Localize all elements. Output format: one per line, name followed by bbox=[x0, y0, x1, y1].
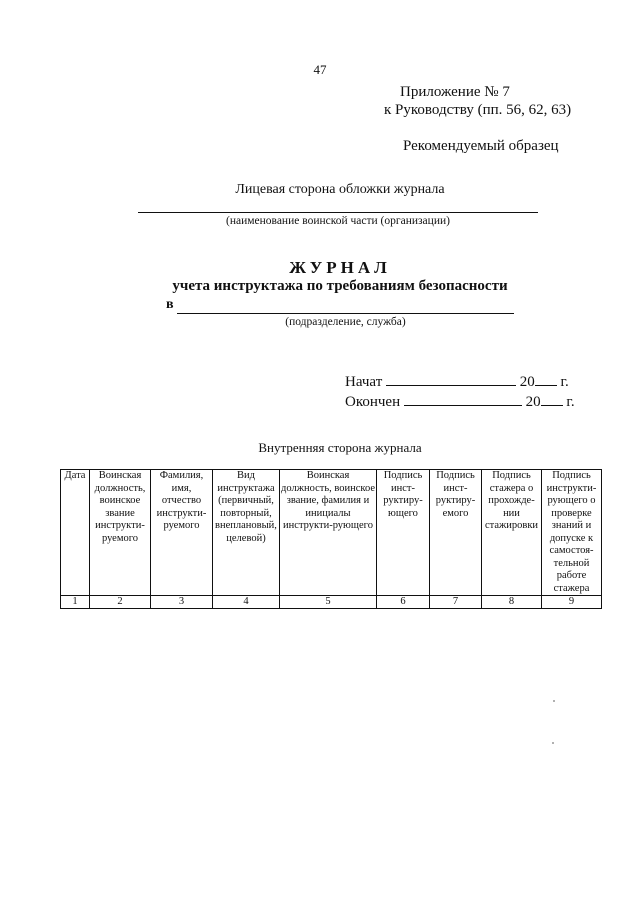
started-label: Начат bbox=[345, 374, 383, 390]
ended-year-prefix: 20 bbox=[525, 394, 541, 410]
scan-speck bbox=[552, 742, 554, 744]
ended-row bbox=[345, 393, 575, 411]
started-year-suffix: г. bbox=[560, 374, 569, 390]
unit-line bbox=[177, 313, 514, 314]
column-header: Фамилия, имя, отчество инструкти-руемого bbox=[151, 470, 213, 596]
org-name-caption: (наименование воинской части (организации) bbox=[226, 215, 450, 227]
ended-year-blank bbox=[541, 393, 563, 406]
page-number: 47 bbox=[313, 62, 327, 77]
org-name-line bbox=[138, 212, 538, 213]
unit-preposition: в bbox=[166, 297, 174, 312]
column-header: Подпись инст-руктиру-емого bbox=[430, 470, 482, 596]
started-year-blank bbox=[535, 373, 557, 386]
column-number: 5 bbox=[280, 596, 377, 609]
started-date-blank bbox=[386, 373, 516, 386]
column-number: 2 bbox=[90, 596, 151, 609]
journal-title: ЖУРНАЛ bbox=[289, 258, 391, 277]
column-header: Воинская должность, воинское звание, фамилия и инициалы инструкти-рующего bbox=[280, 470, 377, 596]
cover-side-label: Лицевая сторона обложки журнала bbox=[235, 182, 445, 197]
column-number: 7 bbox=[430, 596, 482, 609]
scan-speck bbox=[553, 700, 555, 702]
column-header: Вид инструктажа (первичный, повторный, внеплановый, целевой) bbox=[213, 470, 280, 596]
column-number: 6 bbox=[377, 596, 430, 609]
column-number: 8 bbox=[482, 596, 542, 609]
ended-date-blank bbox=[404, 393, 522, 406]
journal-table bbox=[60, 469, 602, 609]
column-number: 9 bbox=[542, 596, 602, 609]
column-header: Подпись инструкти-рующего о проверке знаний и допуске к самостоя-тельной работе стажера bbox=[542, 470, 602, 596]
column-number: 4 bbox=[213, 596, 280, 609]
appendix-reference: к Руководству (пп. 56, 62, 63) bbox=[384, 102, 572, 118]
column-header: Дата bbox=[61, 470, 90, 596]
column-header: Воинская должность, воинское звание инструкти-руемого bbox=[90, 470, 151, 596]
column-header: Подпись стажера о прохожде-нии стажировки bbox=[482, 470, 542, 596]
column-number: 3 bbox=[151, 596, 213, 609]
ended-year-suffix: г. bbox=[566, 394, 575, 410]
inside-side-label: Внутренняя сторона журнала bbox=[258, 440, 422, 455]
recommended-sample-label: Рекомендуемый образец bbox=[403, 138, 559, 154]
column-number: 1 bbox=[61, 596, 90, 609]
table-header-row bbox=[61, 470, 602, 596]
started-year-prefix: 20 bbox=[519, 374, 535, 390]
column-header: Подпись инст-руктиру-ющего bbox=[377, 470, 430, 596]
appendix-title: Приложение № 7 bbox=[400, 84, 510, 100]
column-number-row bbox=[61, 596, 602, 609]
unit-caption: (подразделение, служба) bbox=[285, 316, 406, 328]
ended-label: Окончен bbox=[345, 394, 401, 410]
started-row bbox=[345, 373, 569, 391]
journal-subtitle: учета инструктажа по требованиям безопасности bbox=[172, 278, 508, 294]
